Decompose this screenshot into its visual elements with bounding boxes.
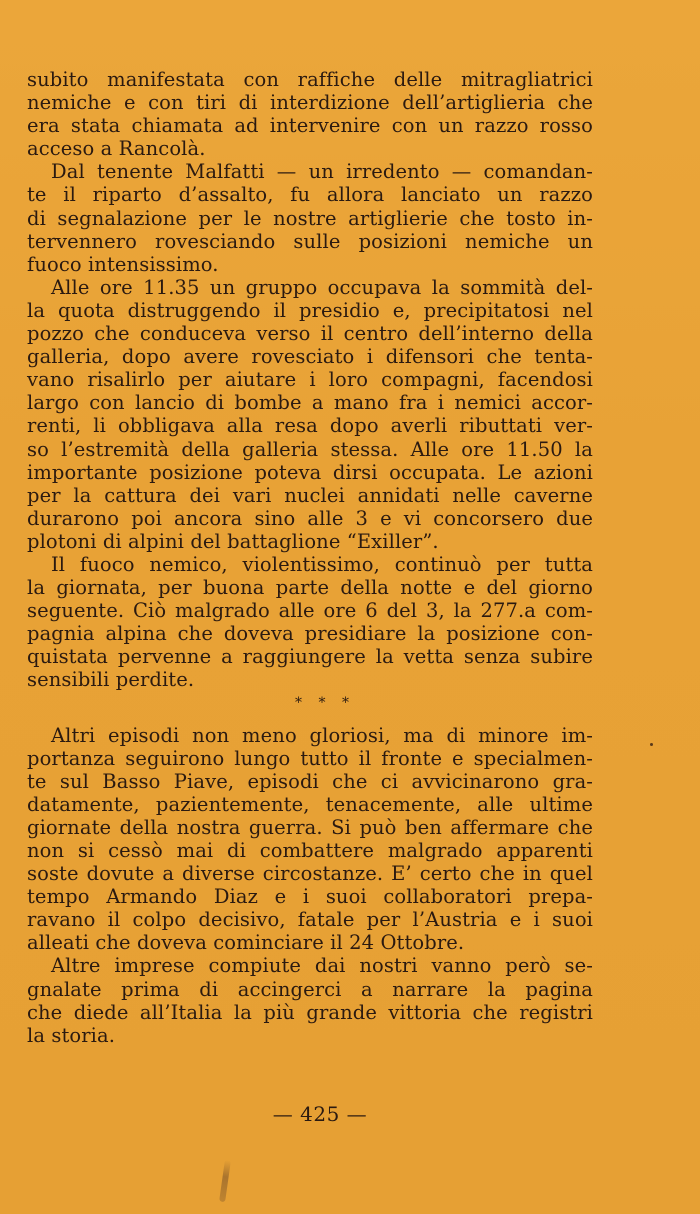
text-line: subito manifestata con raffiche delle mitragliatrici bbox=[27, 68, 593, 91]
text-line: ravano il colpo decisivo, fatale per l’Austria e i suoi bbox=[27, 908, 593, 932]
paragraph-2 bbox=[27, 160, 593, 275]
page-number: — 425 — bbox=[272, 1102, 368, 1126]
text-line: importante posizione poteva dirsi occupata. Le azioni bbox=[27, 460, 593, 484]
text-line: nemiche e con tiri di interdizione dell’artiglieria che bbox=[27, 91, 593, 115]
text-line: seguente. Ciò malgrado alle ore 6 del 3, la 277.a com- bbox=[27, 599, 593, 623]
paragraph-6 bbox=[27, 954, 593, 1046]
paragraph-1 bbox=[27, 68, 593, 160]
text-line: per la cattura dei vari nuclei annidati nelle caverne bbox=[27, 483, 593, 507]
text-line: te sul Basso Piave, episodi che ci avvicinarono gra- bbox=[27, 769, 593, 793]
paragraph-4 bbox=[27, 553, 593, 692]
text-line: datamente, pazientemente, tenacemente, alle ultime bbox=[27, 792, 593, 816]
text-line: galleria, dopo avere rovesciato i difensori che tenta- bbox=[27, 345, 593, 369]
text-line: la giornata, per buona parte della notte e del giorno bbox=[27, 576, 593, 600]
text-line: alleati che doveva cominciare il 24 Ottobre. bbox=[27, 931, 465, 955]
text-line: la quota distruggendo il presidio e, precipitatosi nel bbox=[27, 298, 593, 322]
text-line: non si cessò mai di combattere malgrado apparenti bbox=[27, 839, 593, 862]
paragraph-3 bbox=[27, 276, 593, 553]
text-line: di segnalazione per le nostre artiglierie che tosto in- bbox=[27, 206, 593, 230]
text-line: Alle ore 11.35 un gruppo occupava la sommità del- bbox=[51, 275, 593, 299]
text-line: era stata chiamata ad intervenire con un razzo rosso bbox=[27, 114, 593, 138]
text-line: pagnia alpina che doveva presidiare la posizione con- bbox=[27, 622, 593, 646]
text-line: la storia. bbox=[27, 1023, 116, 1047]
text-line: Dal tenente Malfatti — un irredento — comandan- bbox=[51, 160, 593, 184]
text-line: tervennero rovesciando sulle posizioni nemiche un bbox=[27, 229, 593, 253]
text-line: sensibili perdite. bbox=[27, 668, 195, 692]
text-line: quistata pervenne a raggiungere la vetta senza subire bbox=[27, 645, 593, 669]
text-line: soste dovute a diverse circostanze. E’ certo che in quel bbox=[27, 862, 593, 886]
text-line: acceso a Rancolà. bbox=[27, 137, 206, 161]
text-line: vano risalirlo per aiutare i loro compagni, facendosi bbox=[27, 368, 593, 392]
text-line: portanza seguirono lungo tutto il fronte e specialmen- bbox=[27, 746, 593, 770]
text-line: fuoco intensissimo. bbox=[27, 252, 219, 276]
text-line: Altre imprese compiute dai nostri vanno però se- bbox=[51, 954, 593, 978]
text-line: plotoni di alpini del battaglione “Exiller”. bbox=[27, 529, 439, 553]
text-line: durarono poi ancora sino alle 3 e vi concorsero due bbox=[27, 506, 593, 530]
text-line: renti, li obbligava alla resa dopo averli ributtati ver- bbox=[27, 414, 593, 438]
paper-speck bbox=[650, 743, 653, 746]
text-line: Il fuoco nemico, violentissimo, continuò per tutta bbox=[51, 552, 593, 576]
page-body bbox=[27, 68, 593, 1047]
section-separator: * * * bbox=[295, 694, 355, 711]
paper-stain bbox=[219, 1160, 231, 1202]
text-line: so l’estremità della galleria stessa. Alle ore 11.50 la bbox=[27, 437, 593, 461]
text-line: giornate della nostra guerra. Si può ben affermare che bbox=[27, 815, 593, 839]
text-line: Altri episodi non meno gloriosi, ma di minore im- bbox=[51, 723, 593, 747]
text-line: che diede all’Italia la più grande vittoria che registri bbox=[27, 1000, 593, 1024]
text-line: pozzo che conduceva verso il centro dell’interno della bbox=[27, 322, 593, 346]
paragraph-5 bbox=[27, 724, 593, 955]
text-line: gnalate prima di accingerci a narrare la pagina bbox=[27, 977, 593, 1001]
text-line: largo con lancio di bombe a mano fra i nemici accor- bbox=[27, 391, 593, 415]
text-line: te il riparto d’assalto, fu allora lanciato un razzo bbox=[27, 183, 593, 207]
text-line: tempo Armando Diaz e i suoi collaboratori prepa- bbox=[27, 885, 593, 909]
